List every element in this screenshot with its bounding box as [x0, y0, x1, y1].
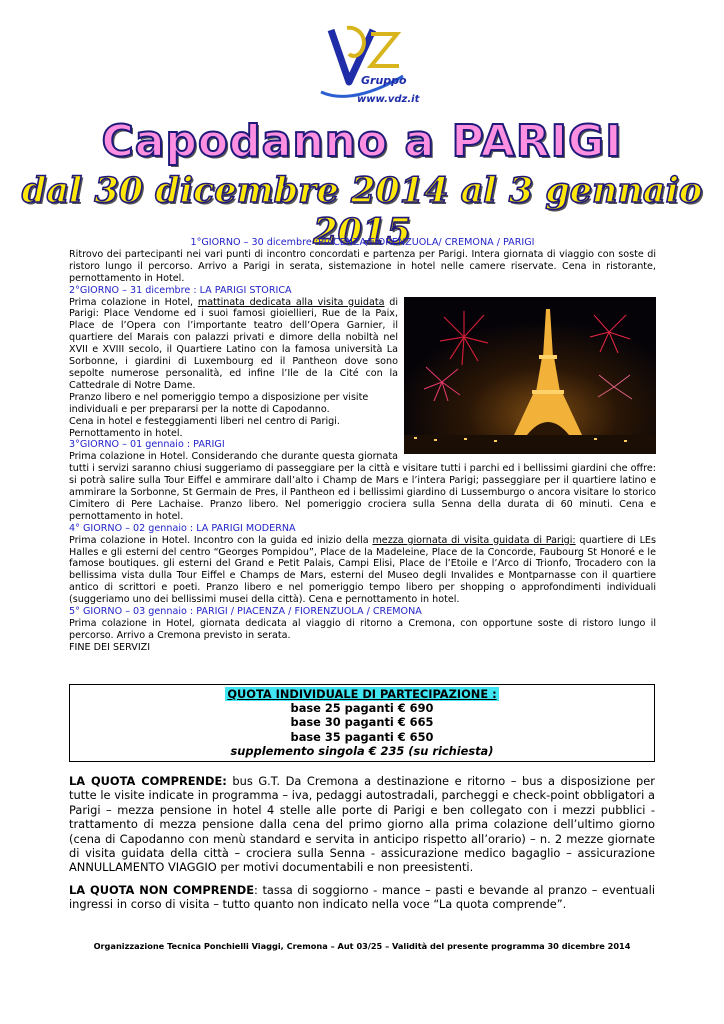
price-line-30: base 30 paganti € 665 [290, 715, 434, 730]
single-supplement: supplemento singola € 235 (su richiesta) [230, 743, 494, 758]
day4-heading: 4° GIORNO – 02 gennaio : LA PARIGI MODERNA [69, 522, 296, 534]
title-main: Capodanno a PARIGI [101, 116, 623, 167]
excluded-text: : tassa di soggiorno - mance – pasti e bevande al pranzo – eventuali ingressi in corso di visita – tutto quanto non indicato nella voce “La quota comprende”. [69, 883, 655, 912]
day3-heading: 3°GIORNO – 01 gennaio : PARIGI [69, 439, 225, 451]
itinerary [69, 237, 656, 654]
excluded-section [69, 883, 655, 912]
day5-text: Prima colazione in Hotel, giornata dedicata al viaggio di ritorno a Cremona, con opportune soste di ristoro lungo il percorso. Arrivo a Cremona previsto in serata. [69, 618, 656, 641]
day1-text: Ritrovo dei partecipanti nei vari punti di incontro concordati e partenza per Parigi. Intera giornata di viaggio con soste di ristoro lungo il percorso. Arrivo a Parigi in serata, sistemazione in hotel nelle camere riservate. Cena in ristorante, pernottamento in Hotel. [69, 248, 656, 284]
eiffel-tower-fireworks-photo [404, 297, 656, 454]
price-line-35: base 35 paganti € 650 [290, 729, 434, 744]
day4-text-pre: Prima colazione in Hotel. Incontro con la guida ed inizio della [69, 534, 373, 546]
day4-text-underlined: mezza giornata di visita guidata di Parigi: [372, 534, 576, 546]
day2-text2: Pranzo libero e nel pomeriggio tempo a disposizione per visite individuali e per prepararsi per la notte di Capodanno. [69, 391, 369, 415]
included-text: bus G.T. Da Cremona a destinazione e ritorno – bus a disposizione per tutte le visite indicate in programma – iva, pedaggi autostradali, parcheggi e check-point obbligatori a Parigi – mezza pensione in hotel 4 stelle alle porte di Parigi e ben collegato con i mezzi pubblici - trattamento di mezza pensione dalla cena del primo giorno alla prima colazione dell’ultimo giorno (cena di Capodanno con menù standard e servita in anticipo rispetto all’orario) – n. 2 mezze giornate di visita guidata della città – crociera sulla Senna - assicurazione medico bagaglio – assicurazione ANNULLAMENTO VIAGGIO per motivi documentabili e non preesistenti. [69, 774, 655, 875]
day2-heading: 2°GIORNO – 31 dicembre : LA PARIGI STORICA [69, 284, 292, 296]
day4-text-post: quartiere di LEs Halles e gli esterni del centro “Georges Pompidou”, Place de la Madeleine, Place de la Concorde, Faubourg St Honoré e le famose boutiques. gli esterni del Grand e Petit Palais, Campi Elisi, Place de l’Etoile e l’Arco di Trionfo, Trocadero con la bellissima vista dulla Tour Eiffel e Champs de Mars, esterni del Museo degli Invalides e Montparnasse con il quartiere antico di scrittori e poeti. Pranzo libero e nel pomeriggio tempo libero per shopping o approfondimenti individuali (suggeriamo uno dei bellissimi musei della città). Cena e pernottamento in hotel. [69, 534, 656, 606]
footer-note: Organizzazione Tecnica Ponchielli Viaggi, Cremona – Aut 03/25 – Validità del presente programma 30 dicembre 2014 [93, 941, 631, 951]
day2-text-underlined: mattinata dedicata alla visita guidata [197, 296, 385, 308]
day5-heading: 5° GIORNO – 03 gennaio : PARIGI / PIACENZA / FIORENZUOLA / CREMONA [69, 606, 422, 618]
price-box-title: QUOTA INDIVIDUALE DI PARTECIPAZIONE : [227, 687, 497, 701]
day3-text: Prima colazione in Hotel. Considerando che durante questa giornata tutti i servizi saranno chiusi suggeriamo di passeggiare per la città e visitare tutti i parchi ed i bellissimi giardini che offre: si potrà salire sulla Tour Eiffel e ammirare dall’alto i Champ de Mars e l’intera Parigi; passeggiare per il quartiere latino e ammirare la Sorbonne, St Germain de Pres, il Pantheon ed i bellissimi giardino di Lussemburgo o ancora visitare lo storico Cimitero di Pere Lachaise. Pranzo libero. Nel pomeriggio crociera sulla Senna della durata di 60 minuti. Cena e pernottamento in hotel. [69, 451, 656, 522]
logo-brand: Gruppo [361, 74, 407, 87]
price-box [69, 684, 655, 762]
day2-text3: Cena in hotel e festeggiamenti liberi nel centro di Parigi. Pernottamento in hotel. [69, 415, 340, 439]
logo-url: www.vdz.it [357, 94, 420, 105]
included-section [69, 774, 655, 875]
end-of-services: FINE DEI SERVIZI [69, 641, 151, 653]
excluded-label: LA QUOTA NON COMPRENDE [69, 883, 255, 897]
day2-text-pre: Prima colazione in Hotel, [69, 296, 198, 308]
title-dates: dal 30 dicembre 2014 al 3 gennaio 2015 [21, 170, 703, 252]
day2-text-post: di Parigi: Place Vendome ed i suoi famosi gioiellieri, Rue de la Paix, Place de l’Opera con l’importante teatro dell’Opera Garnier, il quartiere del Marais con palazzi privati e dimore della nobiltà nel XVII e XVIII secolo, il Quartiere Latino con la famosa università La Sorbonne, i giardini di Luxembourg ed il Pantheon dove sono sepolte numerose personalità, ed infine l’Ile de la Cité con la Cattedrale di Notre Dame. [69, 296, 399, 391]
price-line-25: base 25 paganti € 690 [290, 701, 434, 716]
day1-heading: 1°GIORNO – 30 dicembre :PIACENZA/FIORENZUOLA/ CREMONA / PARIGI [190, 237, 535, 248]
company-logo [313, 22, 420, 108]
included-label: LA QUOTA COMPRENDE: [69, 774, 227, 788]
day4-text [69, 535, 656, 606]
